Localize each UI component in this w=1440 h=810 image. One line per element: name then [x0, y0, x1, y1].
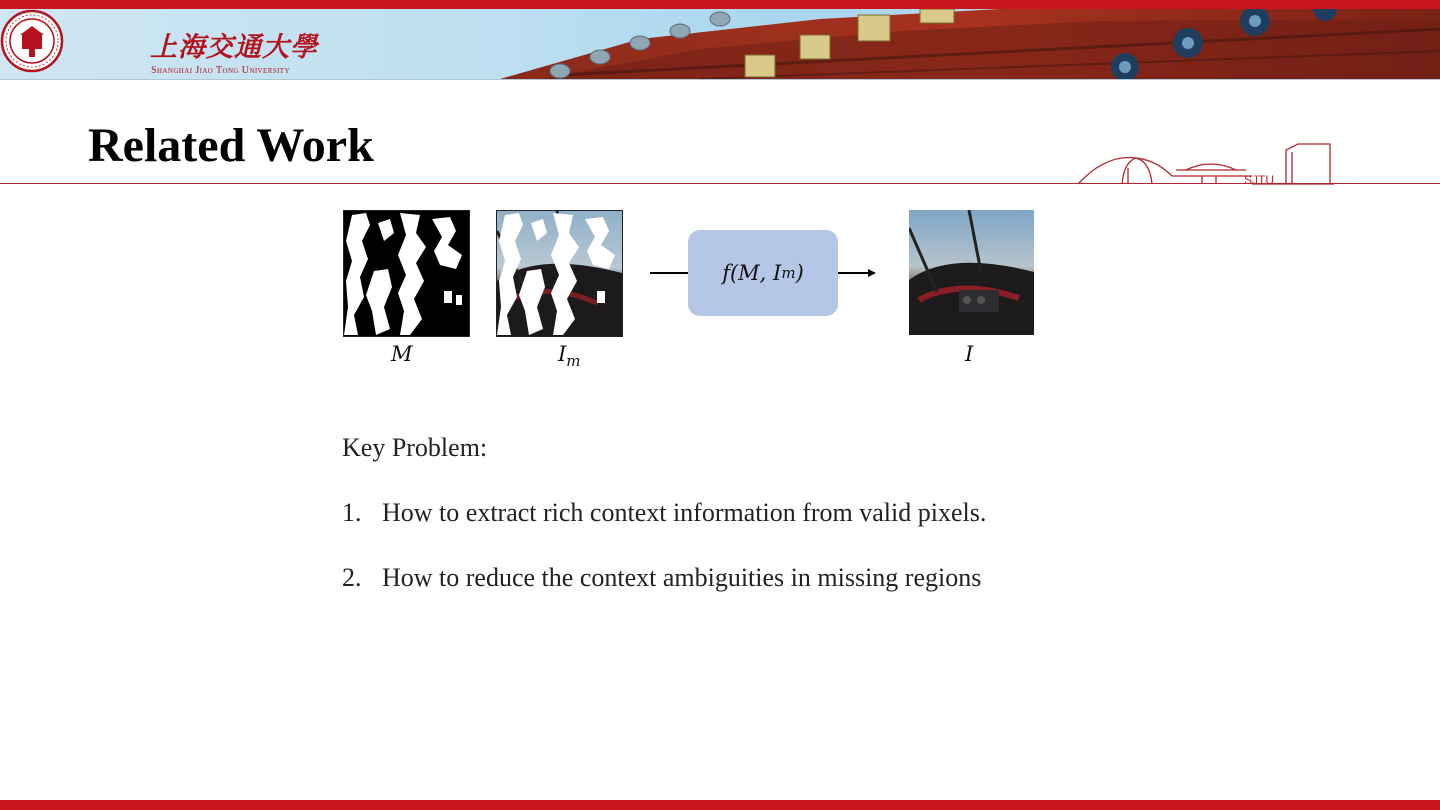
university-name-cn: 上海交通大學: [150, 32, 318, 63]
list-item: [342, 498, 362, 528]
list-item-number: 1.: [342, 498, 362, 527]
sjtu-gate-text: SJTU: [1244, 173, 1274, 186]
list-item-text: How to extract rich context information from valid pixels.: [382, 498, 987, 527]
list-item-text: How to reduce the context ambiguities in missing regions: [382, 563, 982, 592]
masked-image: [496, 210, 623, 337]
inpainting-function-box: f(M, I m ): [688, 230, 838, 316]
mask-image: [343, 210, 470, 337]
list-item-number: 2.: [342, 563, 362, 592]
arrow-right-icon: [838, 265, 878, 281]
bottom-accent-bar: [0, 800, 1440, 810]
sjtu-gate-line-art: [1076, 140, 1336, 186]
list-item: [342, 563, 362, 593]
slide-title: Related Work: [88, 119, 374, 172]
mask-label: M: [391, 342, 413, 366]
output-image: [909, 210, 1034, 335]
output-image-label: I: [965, 342, 974, 366]
university-seal-icon: [0, 9, 64, 73]
top-accent-bar: [0, 0, 1440, 9]
university-name-en: Shanghai Jiao Tong University: [151, 65, 290, 76]
masked-image-label: $I_m$: [558, 342, 581, 371]
arrow-into-function: [650, 272, 688, 274]
key-problem-heading: Key Problem:: [342, 433, 488, 462]
header-banner: [0, 9, 1440, 80]
